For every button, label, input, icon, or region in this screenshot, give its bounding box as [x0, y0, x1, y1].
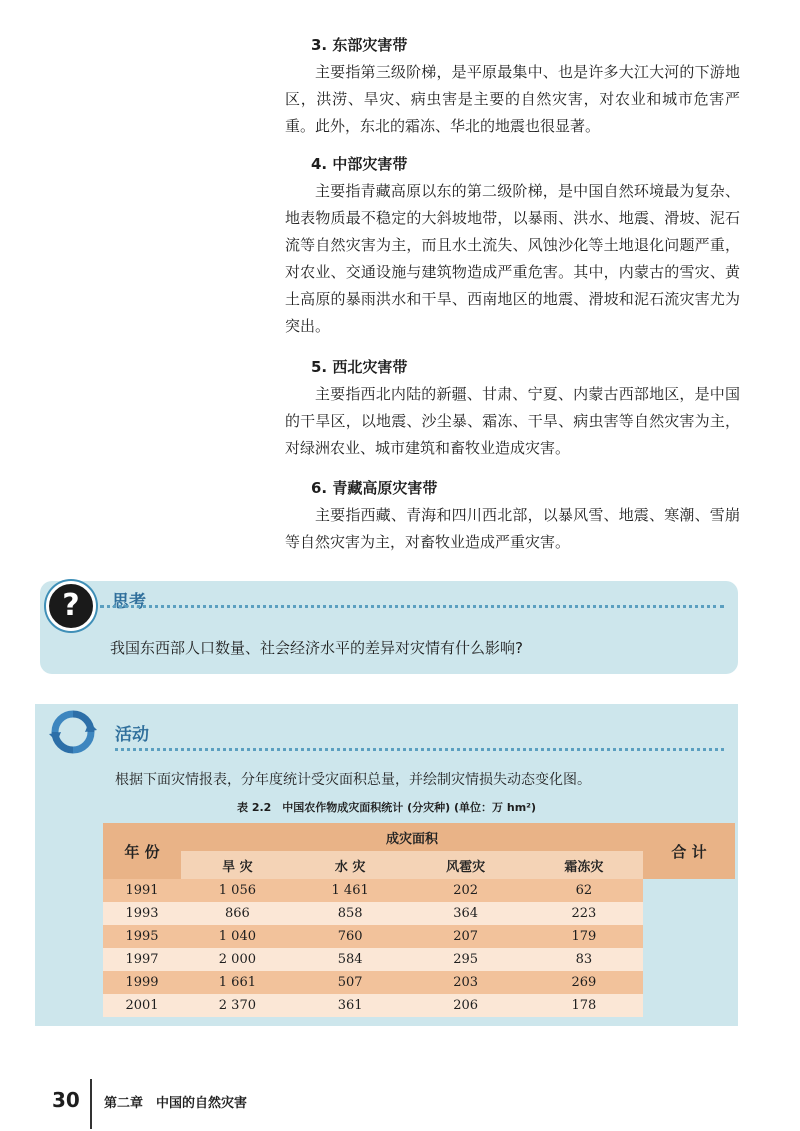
value-cell: 2 000 [181, 948, 294, 971]
value-cell: 1 461 [294, 879, 407, 902]
year-cell: 1991 [103, 879, 181, 902]
value-cell: 207 [407, 925, 525, 948]
section-text: 主要指西藏、青海和四川西北部，以暴风雪、地震、寒潮、雪崩等自然灾害为主，对畜牧业造成严重灾害。 [285, 506, 740, 551]
dotted-divider [115, 748, 724, 751]
area-group-header: 成灾面积 [181, 823, 643, 851]
cycle-arrows-icon [49, 708, 97, 756]
value-cell: 179 [525, 925, 643, 948]
section-text: 主要指青藏高原以东的第二级阶梯，是中国自然环境最为复杂、地表物质最不稳定的大斜坡地带，以暴雨、洪水、地震、滑坡、泥石流等自然灾害为主，而且水土流失、风蚀沙化等土地退化问题严重，对农业、交通设施与建筑物造成严重危害。其中，内蒙古的雪灾、黄土高原的暴雨洪水和干旱、西南地区的地震、滑坡和泥石流灾害尤为突出。 [285, 182, 740, 335]
dotted-divider [100, 605, 724, 608]
section-northwest [285, 353, 740, 466]
total-cell[interactable] [643, 925, 735, 948]
total-cell[interactable] [643, 879, 735, 902]
section-east [285, 31, 740, 144]
value-cell: 1 056 [181, 879, 294, 902]
footer-divider [90, 1079, 92, 1129]
activity-instruction: 根据下面灾情报表，分年度统计受灾面积总量，并绘制灾情损失动态变化图。 [115, 772, 591, 788]
section-title: 6. 青藏高原灾害带 [311, 479, 438, 497]
column-header: 霜冻灾 [525, 851, 643, 879]
column-header: 风雹灾 [407, 851, 525, 879]
value-cell: 507 [294, 971, 407, 994]
column-header: 旱 灾 [181, 851, 294, 879]
total-cell[interactable] [643, 948, 735, 971]
section-tibet [285, 474, 740, 560]
think-question: 我国东西部人口数量、社会经济水平的差异对灾情有什么影响? [110, 639, 523, 657]
year-header: 年 份 [103, 823, 181, 879]
section-title: 3. 东部灾害带 [311, 36, 408, 54]
value-cell: 364 [407, 902, 525, 925]
section-central [285, 150, 740, 344]
value-cell: 858 [294, 902, 407, 925]
year-cell: 1997 [103, 948, 181, 971]
think-box [40, 581, 738, 674]
year-cell: 1999 [103, 971, 181, 994]
table-caption: 表 2.2 中国农作物成灾面积统计 (分灾种) (单位：万 hm²) [236, 801, 537, 814]
table-row [103, 879, 735, 902]
year-cell: 2001 [103, 994, 181, 1017]
activity-label: 活动 [115, 725, 149, 745]
disaster-area-table [103, 823, 735, 1017]
value-cell: 202 [407, 879, 525, 902]
total-cell[interactable] [643, 971, 735, 994]
value-cell: 295 [407, 948, 525, 971]
table-row [103, 902, 735, 925]
section-title: 5. 西北灾害带 [311, 358, 408, 376]
value-cell: 1 661 [181, 971, 294, 994]
year-cell: 1995 [103, 925, 181, 948]
year-cell: 1993 [103, 902, 181, 925]
value-cell: 1 040 [181, 925, 294, 948]
value-cell: 760 [294, 925, 407, 948]
section-text: 主要指第三级阶梯，是平原最集中、也是许多大江大河的下游地区，洪涝、旱灾、病虫害是主要的自然灾害，对农业和城市危害严重。此外，东北的霜冻、华北的地震也很显著。 [285, 63, 740, 135]
activity-box [35, 704, 738, 1026]
table-row [103, 994, 735, 1017]
value-cell: 83 [525, 948, 643, 971]
value-cell: 866 [181, 902, 294, 925]
value-cell: 178 [525, 994, 643, 1017]
page-number: 30 [52, 1088, 80, 1112]
total-cell[interactable] [643, 994, 735, 1017]
total-header: 合 计 [643, 823, 735, 879]
total-cell[interactable] [643, 902, 735, 925]
value-cell: 223 [525, 902, 643, 925]
column-header: 水 灾 [294, 851, 407, 879]
value-cell: 203 [407, 971, 525, 994]
think-label: 思考 [112, 592, 146, 612]
value-cell: 62 [525, 879, 643, 902]
table-row [103, 971, 735, 994]
question-icon: ? [46, 581, 96, 631]
value-cell: 269 [525, 971, 643, 994]
section-title: 4. 中部灾害带 [311, 155, 408, 173]
value-cell: 206 [407, 994, 525, 1017]
table-row [103, 925, 735, 948]
chapter-title: 第二章 中国的自然灾害 [104, 1096, 248, 1111]
section-text: 主要指西北内陆的新疆、甘肃、宁夏、内蒙古西部地区，是中国的干旱区，以地震、沙尘暴、霜冻、干旱、病虫害等自然灾害为主，对绿洲农业、城市建筑和畜牧业造成灾害。 [285, 385, 740, 457]
value-cell: 584 [294, 948, 407, 971]
value-cell: 2 370 [181, 994, 294, 1017]
value-cell: 361 [294, 994, 407, 1017]
table-row [103, 948, 735, 971]
